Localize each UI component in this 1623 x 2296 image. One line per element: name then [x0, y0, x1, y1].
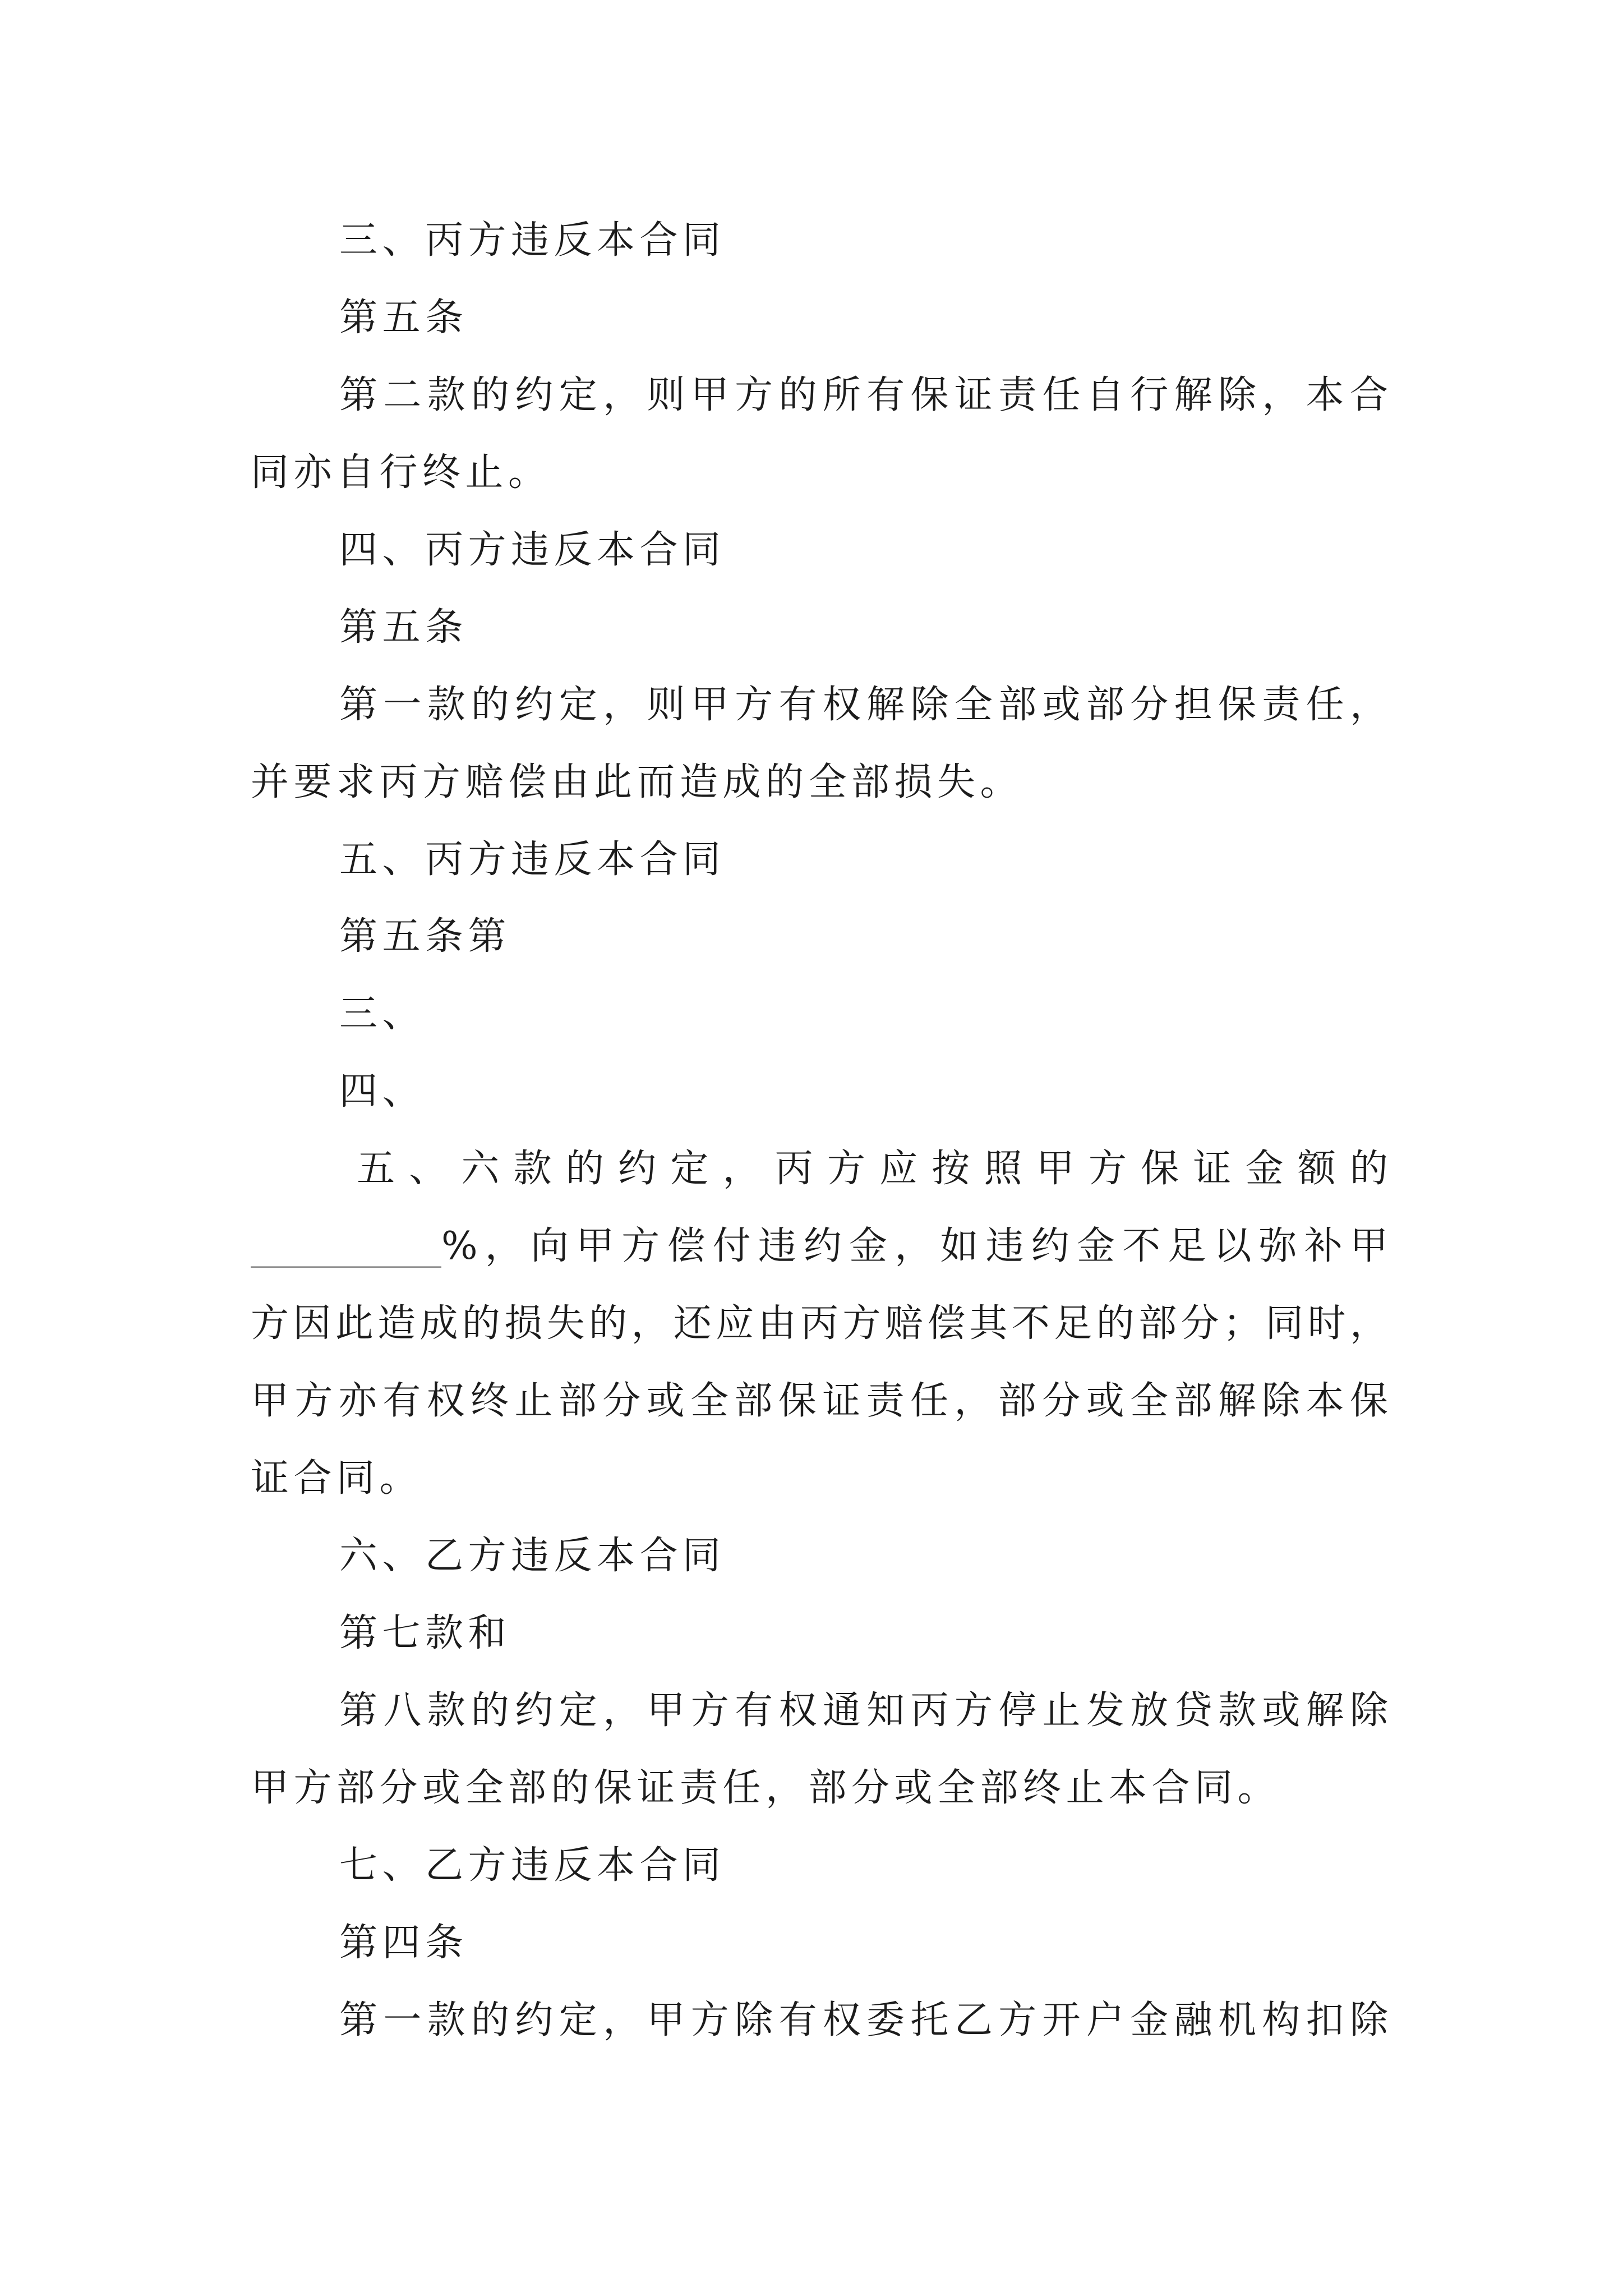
- paragraph-line: 甲方亦有权终止部分或全部保证责任，部分或全部解除本保: [251, 1379, 1388, 1424]
- clause-heading: 六、乙方违反本合同: [339, 1533, 726, 1578]
- paragraph-line: 并要求丙方赔偿由此而造成的全部损失。: [251, 760, 1023, 804]
- article-label: 第七款和: [339, 1611, 511, 1655]
- clause-heading: 三、丙方违反本合同: [339, 218, 726, 263]
- article-label: 第五条第: [339, 914, 511, 959]
- paragraph-line: 第一款的约定，甲方除有权委托乙方开户金融机构扣除: [339, 1998, 1388, 2042]
- paragraph-line: 甲方部分或全部的保证责任，部分或全部终止本合同。: [251, 1765, 1281, 1810]
- paragraph-line: 证合同。: [251, 1456, 423, 1501]
- paragraph-line-text: %，向甲方偿付违约金，如违约金不足以弥补甲: [441, 1224, 1388, 1269]
- clause-number: 四、: [339, 1069, 426, 1114]
- paragraph-line: 方因此造成的损失的，还应由丙方赔偿其不足的部分；同时，: [251, 1301, 1388, 1346]
- paragraph-line: 同亦自行终止。: [251, 450, 551, 495]
- article-label: 第五条: [339, 295, 468, 340]
- document-body: [0, 202, 1623, 2059]
- clause-heading: 七、乙方违反本合同: [339, 1843, 726, 1888]
- paragraph-line: 第一款的约定，则甲方有权解除全部或部分担保责任，: [339, 682, 1388, 727]
- clause-heading: 五、丙方违反本合同: [339, 837, 726, 882]
- clause-number: 三、: [339, 992, 426, 1037]
- clause-heading: 四、丙方违反本合同: [339, 527, 726, 572]
- fill-in-blank: __________: [251, 1224, 441, 1269]
- paragraph-line: 五、六款的约定，丙方应按照甲方保证金额的: [357, 1147, 1388, 1191]
- article-label: 第四条: [339, 1920, 468, 1965]
- paragraph-line: 第二款的约定，则甲方的所有保证责任自行解除，本合: [339, 372, 1388, 417]
- article-label: 第五条: [339, 605, 468, 650]
- paragraph-line: 第八款的约定，甲方有权通知丙方停止发放贷款或解除: [339, 1688, 1388, 1733]
- paragraph-line: [251, 1208, 1388, 1285]
